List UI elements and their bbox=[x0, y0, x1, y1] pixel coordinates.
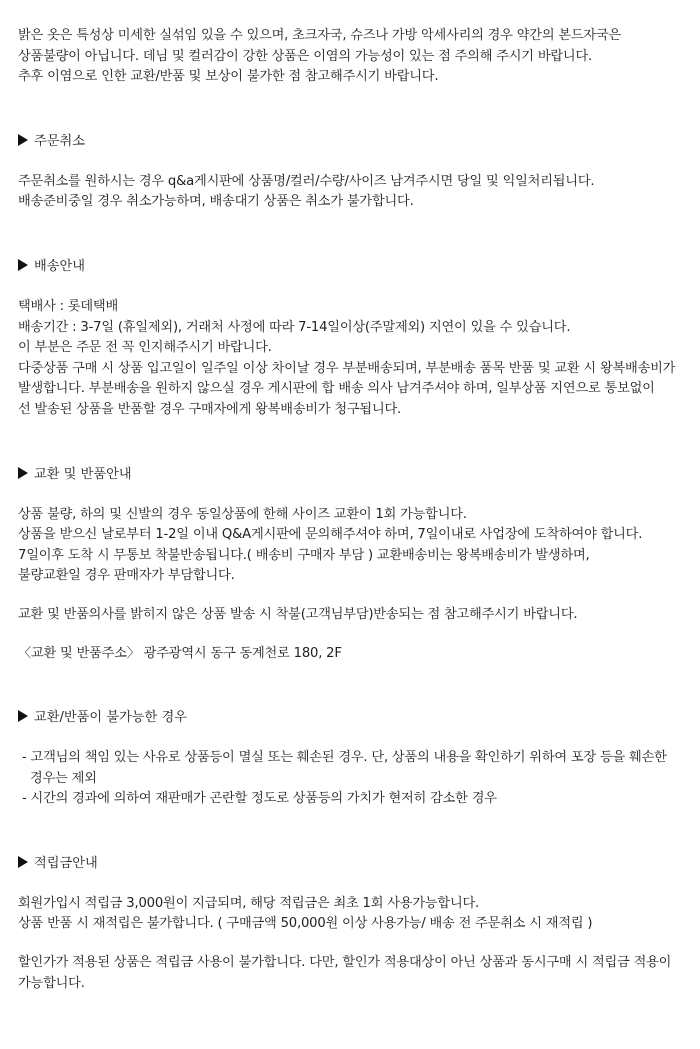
triangle-bullet-icon bbox=[18, 710, 28, 722]
section-heading-cancel: 주문취소 bbox=[18, 132, 694, 152]
points-line: 상품 반품 시 재적립은 불가합니다. ( 구매금액 50,000원 이상 사용가능/ 배송 전 주문취소 시 재적립 ) bbox=[18, 916, 593, 932]
exchange-line: 상품을 받으신 날로부터 1-2일 이내 Q&A게시판에 문의해주셔야 하며, 7일이내로 사업장에 도착하여야 합니다. bbox=[18, 527, 643, 543]
cancel-line: 주문취소를 원하시는 경우 q&a게시판에 상품명/컬러/수량/사이즈 남겨주시면 당일 및 익일처리됩니다. bbox=[18, 173, 595, 189]
shipping-line: 선 발송된 상품을 반품할 경우 구매자에게 왕복배송비가 청구됩니다. bbox=[18, 401, 402, 417]
triangle-bullet-icon bbox=[18, 856, 28, 868]
section-heading-shipping: 배송안내 bbox=[18, 257, 694, 277]
intro-line: 상품불량이 아닙니다. 데님 및 컬러감이 강한 상품은 이염의 가능성이 있는 점 주의해 주시기 바랍니다. bbox=[18, 48, 592, 64]
not-allowed-line: 경우는 제외 bbox=[18, 770, 97, 786]
not-allowed-line: - 시간의 경과에 의하여 재판매가 곤란할 정도로 상품등의 가치가 현저히 감소한 경우 bbox=[18, 791, 497, 807]
shipping-line: 택배사 : 롯데택배 bbox=[18, 298, 119, 314]
points-note-line: 가능합니다. bbox=[18, 975, 85, 991]
shipping-line: 다중상품 구매 시 상품 입고일이 일주일 이상 차이날 경우 부분배송되며, 부분배송 품목 반품 및 교환 시 왕복배송비가 bbox=[18, 360, 676, 376]
shipping-line: 이 부분은 주문 전 꼭 인지해주시기 바랍니다. bbox=[18, 340, 272, 356]
shipping-line: 발생합니다. 부분배송을 원하지 않으실 경우 게시판에 합 배송 의사 남겨주셔야 하며, 일부상품 지연으로 통보없이 bbox=[18, 381, 655, 397]
exchange-line: 7일이후 도착 시 무통보 착불반송됩니다.( 배송비 구매자 부담 ) 교환배송비는 왕복배송비가 발생하며, bbox=[18, 547, 590, 563]
triangle-bullet-icon bbox=[18, 467, 28, 479]
section-heading-points: 적립금안내 bbox=[18, 854, 694, 874]
triangle-bullet-icon bbox=[18, 259, 28, 271]
section-heading-exchange: 교환 및 반품안내 bbox=[18, 465, 694, 485]
exchange-line: 불량교환일 경우 판매자가 부담합니다. bbox=[18, 568, 235, 584]
intro-line: 추후 이염으로 인한 교환/반품 및 보상이 불가한 점 참고해주시기 바랍니다. bbox=[18, 69, 439, 85]
points-line: 회원가입시 적립금 3,000원이 지급되며, 해당 적립금은 최초 1회 사용가능합니다. bbox=[18, 895, 480, 911]
section-heading-not-allowed: 교환/반품이 불가능한 경우 bbox=[18, 708, 694, 728]
not-allowed-line: - 고객님의 책임 있는 사유로 상품등이 멸실 또는 훼손된 경우. 단, 상품의 내용을 확인하기 위하여 포장 등을 훼손한 bbox=[18, 750, 667, 766]
return-address: 〈교환 및 반품주소〉 광주광역시 동구 동계천로 180, 2F bbox=[18, 645, 342, 661]
points-note-line: 할인가가 적용된 상품은 적립금 사용이 불가합니다. 다만, 할인가 적용대상이 아닌 상품과 동시구매 시 적립금 적용이 bbox=[18, 955, 672, 971]
triangle-bullet-icon bbox=[18, 134, 28, 146]
policy-document bbox=[18, 26, 694, 994]
shipping-line: 배송기간 : 3-7일 (휴일제외), 거래처 사정에 따라 7-14일이상(주말제외) 지연이 있을 수 있습니다. bbox=[18, 319, 571, 335]
exchange-notice: 교환 및 반품의사를 밝히지 않은 상품 발송 시 착불(고객님부담)반송되는 점 참고해주시기 바랍니다. bbox=[18, 606, 578, 622]
intro-line: 밝은 옷은 특성상 미세한 실섞임 있을 수 있으며, 초크자국, 슈즈나 가방 악세사리의 경우 약간의 본드자국은 bbox=[18, 28, 622, 43]
exchange-line: 상품 불량, 하의 및 신발의 경우 동일상품에 한해 사이즈 교환이 1회 가능합니다. bbox=[18, 506, 467, 522]
cancel-line: 배송준비중일 경우 취소가능하며, 배송대기 상품은 취소가 불가합니다. bbox=[18, 194, 414, 210]
